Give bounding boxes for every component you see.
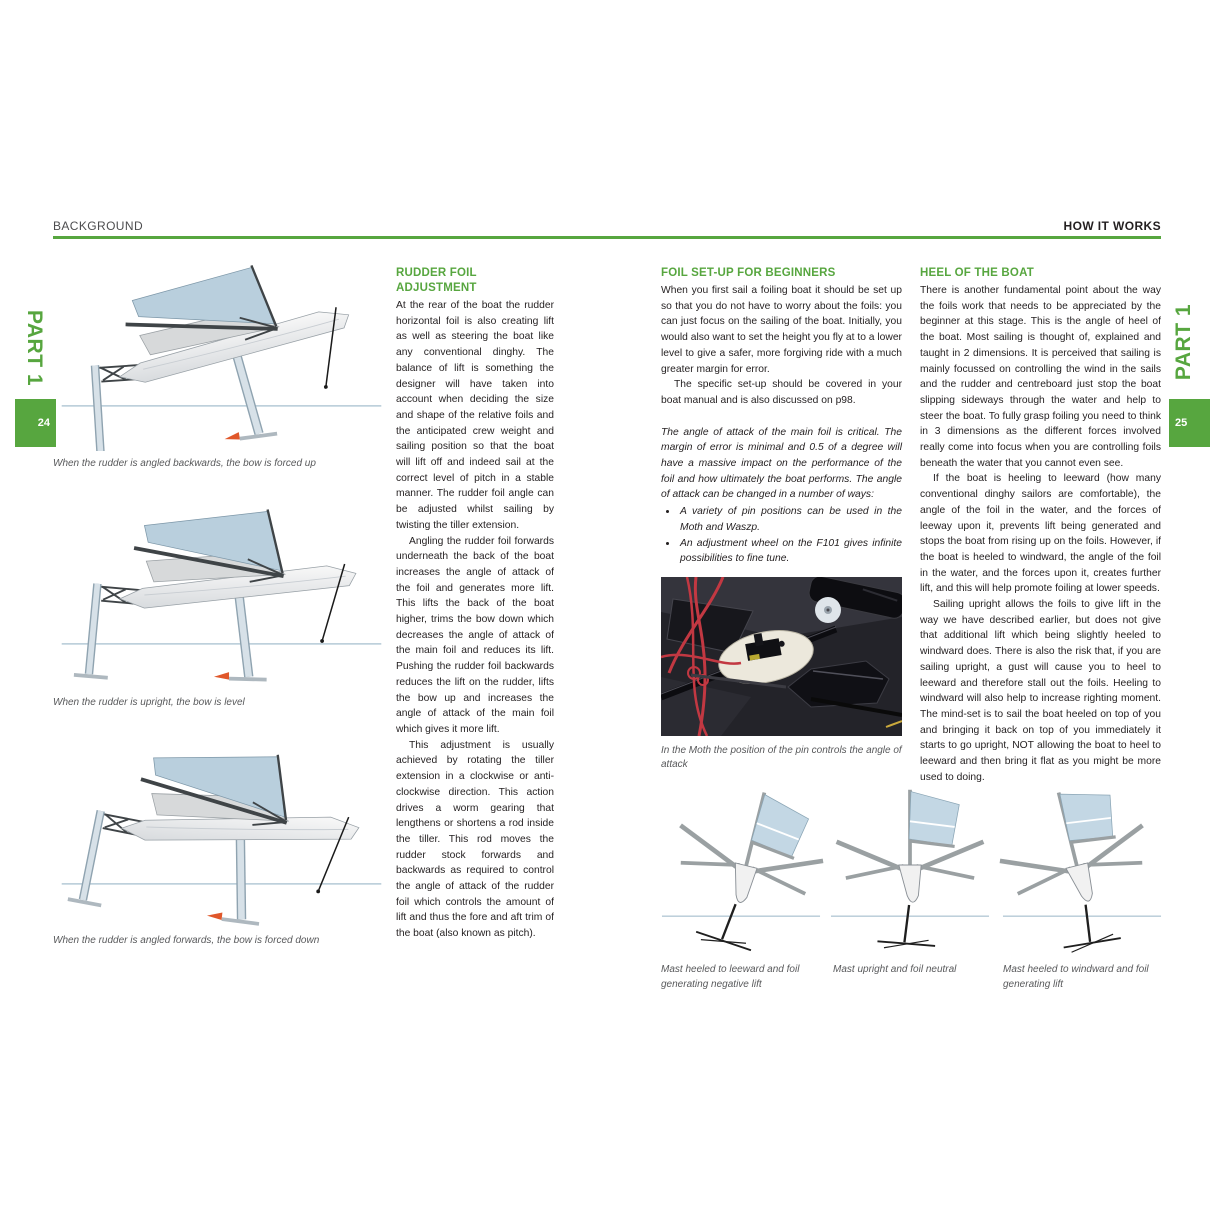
spacer xyxy=(661,409,902,425)
section-heel-of-boat xyxy=(920,266,1161,786)
heel-diagram-leeward xyxy=(657,786,825,958)
diagram-caption: When the rudder is angled backwards, the bow is forced up xyxy=(53,458,316,469)
bullet-list xyxy=(661,504,902,567)
paragraph: Angling the rudder foil forwards underneath the back of the boat increases the angle of attack of the foil and generates more lift. This lifts the back of the boat higher, trims the bow down which decreases the angle of attack of the main foil and reduces its lift. Pushing the rudder foil backwards reduces the lift on the rudder, lifts the bow up and increases the angle of attack of the main foil which gives it more lift. xyxy=(396,535,554,735)
photo-caption: In the Moth the position of the pin controls the angle of attack xyxy=(661,744,902,771)
bullet-item: • A variety of pin positions can be used in the Moth and Waszp. xyxy=(678,504,902,535)
paragraph: At the rear of the boat the rudder horizontal foil is also creating lift as well as steering the boat like any conventional dinghy. The balance of lift is something the designer will have taken into account when deciding the size and shape of the relative foils and the anticipated crew weight and sailing position so that the boat will lift off and indeed sail at the correct level of pitch in a stable manner. The rudder foil angle can be adjusted whilst sailing by twisting the tiller extension. xyxy=(396,300,554,531)
section-heading: FOIL SET-UP FOR BEGINNERS xyxy=(661,267,836,279)
section-rudder-foil-adjustment xyxy=(396,266,554,942)
paragraph: There is another fundamental point about the way the foils work that needs to be appreciated by the beginner at this stage. This is the angle of heel of the boat. Most sailing is thought of, explained and taught in 2 dimensions. It is perceived that sailing is mainly focussed on controlling the wind in the sails and the rudder and centreboard just stop the boat slipping sideways through the water and help to steer the boat. To fully grasp foiling you need to think in 3 dimensions as the different forces involved really come into focus when you are controlling foils beneath the water that you cannot even see. xyxy=(920,285,1161,469)
heel-diagram-upright xyxy=(826,786,994,958)
running-head-left: BACKGROUND xyxy=(53,219,144,233)
paragraph: The specific set-up should be covered in your boat manual and is also discussed on p98. xyxy=(661,379,902,406)
moth-pin-photo xyxy=(661,577,902,736)
paragraph: When you first sail a foiling boat it should be set up so that you do not have to worry about the foils: you can just focus on the sailing of the boat. Initially, you would also want to set the height you fly at to a lower level to give a safer, more forgiving ride with a much greater margin for error. xyxy=(661,285,902,375)
paragraph: Sailing upright allows the foils to give lift in the way we have described earlier, but does not give that additional lift which being slightly heeled to windward does. There is also the risk that, if you are sailing upright, a gust will cause you to heel to leeward and therefore stall out the foils. Heeling to windward will also help to increase righting moment. The mind-set is to sail the boat heeled on top of you and bringing it back on top of you immediately it starts to go upright, NOT allowing the boat to heel to leeward and then bring it flat as you might be more used to doing. xyxy=(920,599,1161,783)
part-tab-left: PART 1 xyxy=(23,309,46,387)
bullet-item: • An adjustment wheel on the F101 gives infinite possibilities to fine tune. xyxy=(678,536,902,567)
rudder-diagram-bow-down xyxy=(53,741,390,929)
section-heading: HEEL OF THE BOAT xyxy=(920,267,1034,279)
diagram-caption: Mast upright and foil neutral xyxy=(833,964,957,975)
running-head-right: HOW IT WORKS xyxy=(1063,219,1161,233)
rudder-diagram-bow-up xyxy=(53,263,390,451)
rudder-diagram-level xyxy=(53,501,390,689)
section-heading: RUDDER FOIL ADJUSTMENT xyxy=(396,267,477,294)
section-foil-setup xyxy=(661,266,902,773)
paragraph: If the boat is heeling to leeward (how many conventional dinghy sailors are comfortable), the angle of the foil in the water, and the forces of leeway upon it, prevents lift being generated and stops the boat from rising up on the foils. However, if the boat is heeled to windward, the angle of the foil in the water, and the forces upon it, creates further lift, and this will help promote foiling at lower speeds. xyxy=(920,473,1161,595)
paragraph: This adjustment is usually achieved by rotating the tiller extension in a clockwise or anti-clockwise direction. This action drives a worm gearing that lengthens or shortens a rod inside the tiller. This rod moves the rudder stock forwards and backwards as required to control the angle of attack of the rudder foil which controls the amount of lift and thus the fore and aft trim of the boat (also known as pitch). xyxy=(396,739,554,940)
diagram-caption: Mast heeled to leeward and foil generating negative lift xyxy=(661,964,800,990)
page-number-right: 25 xyxy=(1169,399,1210,447)
italic-note: The angle of attack of the main foil is critical. The margin of error is minimal and 0.5 of a degree will have a massive impact on the performance of the foil and how ultimately the boat performs. The angle of attack can be changed in a number of ways: xyxy=(661,426,902,501)
diagram-caption: When the rudder is angled forwards, the bow is forced down xyxy=(53,935,320,946)
page-number-left: 24 xyxy=(15,399,56,447)
diagram-caption: Mast heeled to windward and foil generating lift xyxy=(1003,964,1149,990)
header-rule xyxy=(53,236,1161,239)
diagram-caption: When the rudder is upright, the bow is level xyxy=(53,697,245,708)
heel-diagram-windward xyxy=(998,786,1166,958)
part-tab-right: PART 1 xyxy=(1172,303,1195,381)
